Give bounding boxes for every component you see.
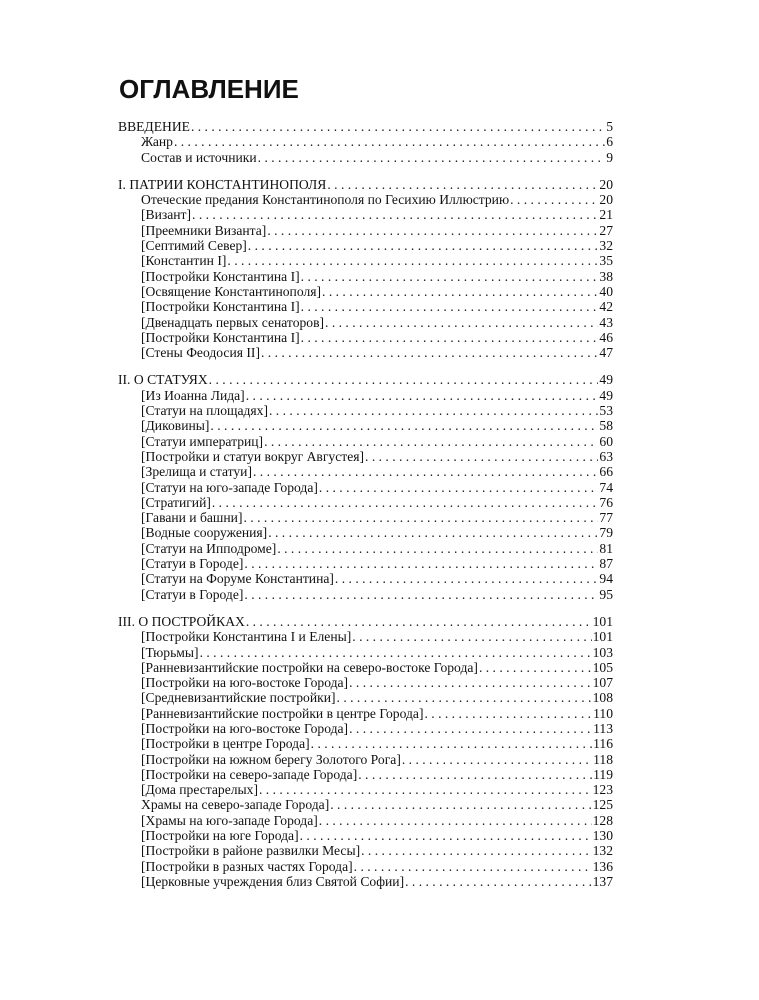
dot-leader: [327, 177, 598, 192]
toc-entry-label: [Постройки в центре Города]: [141, 736, 310, 752]
toc-entry-label: [Церковные учреждения близ Святой Софии]: [141, 873, 405, 889]
toc-subentry: [118, 253, 613, 268]
toc-entry-label: [Тюрьмы]: [141, 644, 199, 660]
toc-subentry: [118, 675, 613, 690]
toc-section: [118, 614, 613, 889]
toc-entry-label: [Статуи на Ипподроме]: [141, 540, 277, 556]
toc-page-number: 116: [593, 736, 613, 752]
toc-subentry: [118, 859, 613, 874]
toc-subentry: [118, 315, 613, 330]
toc-entry-label: [Статуи императриц]: [141, 433, 264, 449]
toc-page-number: 107: [592, 675, 613, 691]
toc-entry-label: [Статуи в Городе]: [141, 586, 244, 602]
toc-page-number: 32: [599, 238, 613, 254]
toc-page-number: 119: [593, 766, 613, 782]
toc-entry-label: [Диковины]: [141, 418, 210, 434]
toc-entry-label: [Постройки Константина I и Елены]: [141, 629, 352, 645]
toc-subentry: [118, 721, 613, 736]
toc-page-number: 101: [592, 613, 613, 629]
toc-page-number: 76: [599, 494, 613, 510]
dot-leader: [311, 736, 592, 751]
toc-section: [118, 119, 613, 165]
toc-entry-label: I. ПАТРИИ КОНСТАНТИНОПОЛЯ: [118, 176, 327, 192]
toc-subentry: [118, 645, 613, 660]
toc-page-number: 5: [606, 119, 613, 134]
toc-subentry: [118, 660, 613, 675]
toc-entry-label: [Постройки на юге Города]: [141, 828, 299, 844]
toc-subentry: [118, 150, 613, 165]
dot-leader: [358, 767, 592, 782]
dot-leader: [301, 269, 599, 284]
toc-page-number: 113: [593, 720, 613, 736]
toc-entry-label: [Храмы на юго-западе Города]: [141, 812, 318, 828]
toc-entry-label: III. О ПОСТРОЙКАХ: [118, 613, 245, 629]
dot-leader: [253, 464, 598, 479]
toc-page-number: 101: [592, 629, 613, 645]
dot-leader: [246, 388, 599, 403]
dot-leader: [269, 403, 598, 418]
dot-leader: [267, 223, 598, 238]
dot-leader: [319, 480, 599, 495]
toc-entry-label: [Освящение Константинополя]: [141, 283, 322, 299]
dot-leader: [301, 330, 599, 345]
toc-chapter-entry: [118, 372, 613, 387]
dot-leader: [244, 556, 598, 571]
toc-subentry: [118, 330, 613, 345]
toc-entry-label: [Постройки на северо-западе Города]: [141, 766, 358, 782]
toc-subentry: [118, 284, 613, 299]
dot-leader: [349, 721, 592, 736]
toc-subentry: [118, 269, 613, 284]
toc-page-number: 46: [599, 329, 613, 345]
toc-entry-label: [Стены Феодосия II]: [141, 345, 260, 361]
toc-page-number: 9: [606, 149, 613, 165]
toc-subentry: [118, 495, 613, 510]
dot-leader: [325, 315, 598, 330]
dot-leader: [352, 629, 591, 644]
toc-entry-label: [Статуи в Городе]: [141, 556, 244, 572]
toc-subentry: [118, 571, 613, 586]
toc-page-number: 27: [599, 222, 613, 238]
toc-entry-label: Отеческие предания Константинополя по Гесихию Иллюстрию: [141, 192, 510, 208]
toc-page-number: 128: [592, 812, 613, 828]
toc-page-number: 77: [599, 510, 613, 526]
dot-leader: [337, 690, 592, 705]
dot-leader: [264, 434, 598, 449]
toc-entry-label: [Из Иоанна Лида]: [141, 387, 245, 403]
toc-entry-label: [Двенадцать первых сенаторов]: [141, 314, 325, 330]
dot-leader: [259, 782, 592, 797]
toc-page-number: 20: [599, 192, 613, 208]
toc-subentry: [118, 629, 613, 644]
toc-page-number: 123: [592, 782, 613, 798]
dot-leader: [243, 510, 598, 525]
toc-subentry: [118, 134, 613, 149]
toc-page-number: 130: [592, 828, 613, 844]
toc-page-number: 105: [592, 659, 613, 675]
toc-entry-label: [Постройки на юго-востоке Города]: [141, 675, 349, 691]
dot-leader: [227, 253, 598, 268]
toc-page-number: 125: [592, 797, 613, 813]
toc-subentry: [118, 706, 613, 721]
toc-page-number: 137: [592, 873, 613, 889]
toc-page-number: 95: [599, 586, 613, 602]
toc-page-number: 74: [599, 479, 613, 495]
toc-entry-label: [Постройки на юго-востоке Города]: [141, 720, 349, 736]
toc-page-number: 108: [592, 690, 613, 706]
toc-page-number: 20: [599, 176, 613, 192]
toc-subentry: [118, 767, 613, 782]
toc-entry-label: Состав и источники: [141, 149, 257, 165]
toc-entry-label: [Стратигий]: [141, 494, 211, 510]
toc-section: [118, 372, 613, 601]
toc-subentry: [118, 556, 613, 571]
table-of-contents: [118, 119, 613, 901]
toc-subentry: [118, 464, 613, 479]
toc-subentry: [118, 843, 613, 858]
dot-leader: [322, 284, 598, 299]
toc-entry-label: II. О СТАТУЯХ: [118, 372, 208, 388]
toc-page-number: 40: [599, 283, 613, 299]
toc-page-number: 49: [599, 372, 613, 388]
toc-page-number: 66: [599, 464, 613, 480]
toc-page-number: 42: [599, 299, 613, 315]
toc-page-number: 103: [592, 644, 613, 660]
toc-subentry: [118, 418, 613, 433]
toc-subentry: [118, 690, 613, 705]
toc-chapter-entry: [118, 177, 613, 192]
toc-subentry: [118, 797, 613, 812]
dot-leader: [174, 134, 605, 149]
toc-subentry: [118, 299, 613, 314]
toc-page-number: 43: [599, 314, 613, 330]
toc-entry-label: [Постройки и статуи вокруг Августея]: [141, 448, 365, 464]
toc-entry-label: Жанр: [141, 134, 173, 150]
toc-page-number: 118: [593, 751, 613, 767]
dot-leader: [248, 238, 599, 253]
toc-entry-label: Храмы на северо-западе Города]: [141, 797, 330, 813]
toc-subentry: [118, 403, 613, 418]
toc-chapter-entry: [118, 614, 613, 629]
toc-entry-label: [Постройки на южном берегу Золотого Рога]: [141, 751, 401, 767]
toc-subentry: [118, 587, 613, 602]
toc-subentry: [118, 449, 613, 464]
dot-leader: [277, 541, 598, 556]
toc-page-number: 110: [593, 705, 613, 721]
toc-subentry: [118, 434, 613, 449]
toc-chapter-entry: [118, 119, 613, 134]
toc-page-number: 60: [599, 433, 613, 449]
toc-page-number: 38: [599, 268, 613, 284]
toc-subentry: [118, 752, 613, 767]
dot-leader: [209, 372, 599, 387]
page-title: ОГЛАВЛЕНИЕ: [119, 74, 299, 104]
toc-page-number: 132: [592, 843, 613, 859]
toc-entry-label: [Постройки Константина I]: [141, 299, 300, 315]
dot-leader: [510, 192, 598, 207]
toc-subentry: [118, 388, 613, 403]
toc-page-number: 136: [592, 858, 613, 874]
toc-entry-label: [Ранневизантийские постройки в центре Города]: [141, 705, 424, 721]
toc-subentry: [118, 192, 613, 207]
toc-subentry: [118, 525, 613, 540]
dot-leader: [424, 706, 592, 721]
toc-subentry: [118, 238, 613, 253]
toc-page-number: 79: [599, 525, 613, 541]
toc-entry-label: [Септимий Север]: [141, 238, 247, 254]
toc-subentry: [118, 736, 613, 751]
dot-leader: [258, 150, 606, 165]
dot-leader: [192, 207, 598, 222]
dot-leader: [361, 843, 591, 858]
dot-leader: [365, 449, 598, 464]
toc-entry-label: [Постройки Константина I]: [141, 268, 300, 284]
dot-leader: [261, 345, 598, 360]
dot-leader: [268, 525, 598, 540]
toc-entry-label: [Преемники Византа]: [141, 222, 267, 238]
dot-leader: [200, 645, 592, 660]
dot-leader: [330, 797, 591, 812]
toc-subentry: [118, 782, 613, 797]
dot-leader: [354, 859, 592, 874]
dot-leader: [191, 119, 605, 134]
toc-entry-label: [Визант]: [141, 207, 192, 223]
toc-entry-label: [Постройки в разных частях Города]: [141, 858, 353, 874]
dot-leader: [335, 571, 598, 586]
toc-entry-label: [Водные сооружения]: [141, 525, 268, 541]
dot-leader: [349, 675, 592, 690]
toc-subentry: [118, 480, 613, 495]
toc-page-number: 47: [599, 345, 613, 361]
toc-entry-label: [Гавани и башни]: [141, 510, 243, 526]
toc-subentry: [118, 813, 613, 828]
dot-leader: [405, 874, 592, 889]
toc-subentry: [118, 345, 613, 360]
toc-page-number: 49: [599, 387, 613, 403]
toc-subentry: [118, 828, 613, 843]
dot-leader: [319, 813, 592, 828]
toc-subentry: [118, 223, 613, 238]
toc-subentry: [118, 874, 613, 889]
toc-subentry: [118, 207, 613, 222]
dot-leader: [246, 614, 592, 629]
dot-leader: [212, 495, 599, 510]
toc-page-number: 6: [606, 134, 613, 150]
toc-page-number: 35: [599, 253, 613, 269]
dot-leader: [300, 828, 592, 843]
toc-subentry: [118, 541, 613, 556]
dot-leader: [301, 299, 599, 314]
toc-page-number: 87: [599, 556, 613, 572]
dot-leader: [479, 660, 592, 675]
toc-page-number: 63: [599, 448, 613, 464]
toc-entry-label: [Средневизантийские постройки]: [141, 690, 336, 706]
toc-section: [118, 177, 613, 361]
dot-leader: [244, 587, 598, 602]
toc-entry-label: [Дома престарелых]: [141, 782, 258, 798]
toc-subentry: [118, 510, 613, 525]
toc-entry-label: [Статуи на Форуме Константина]: [141, 571, 334, 587]
toc-page-number: 94: [599, 571, 613, 587]
toc-page-number: 53: [599, 403, 613, 419]
toc-entry-label: [Зрелища и статуи]: [141, 464, 252, 480]
toc-entry-label: [Ранневизантийские постройки на северо-востоке Города]: [141, 659, 478, 675]
dot-leader: [402, 752, 592, 767]
toc-entry-label: [Постройки в районе развилки Месы]: [141, 843, 361, 859]
toc-page-number: 21: [599, 207, 613, 223]
dot-leader: [210, 418, 598, 433]
toc-entry-label: [Постройки Константина I]: [141, 329, 300, 345]
toc-entry-label: [Статуи на юго-западе Города]: [141, 479, 318, 495]
toc-page-number: 81: [599, 540, 613, 556]
toc-page-number: 58: [599, 418, 613, 434]
toc-entry-label: [Статуи на площадях]: [141, 403, 268, 419]
toc-entry-label: [Константин I]: [141, 253, 227, 269]
toc-entry-label: ВВЕДЕНИЕ: [118, 119, 190, 134]
